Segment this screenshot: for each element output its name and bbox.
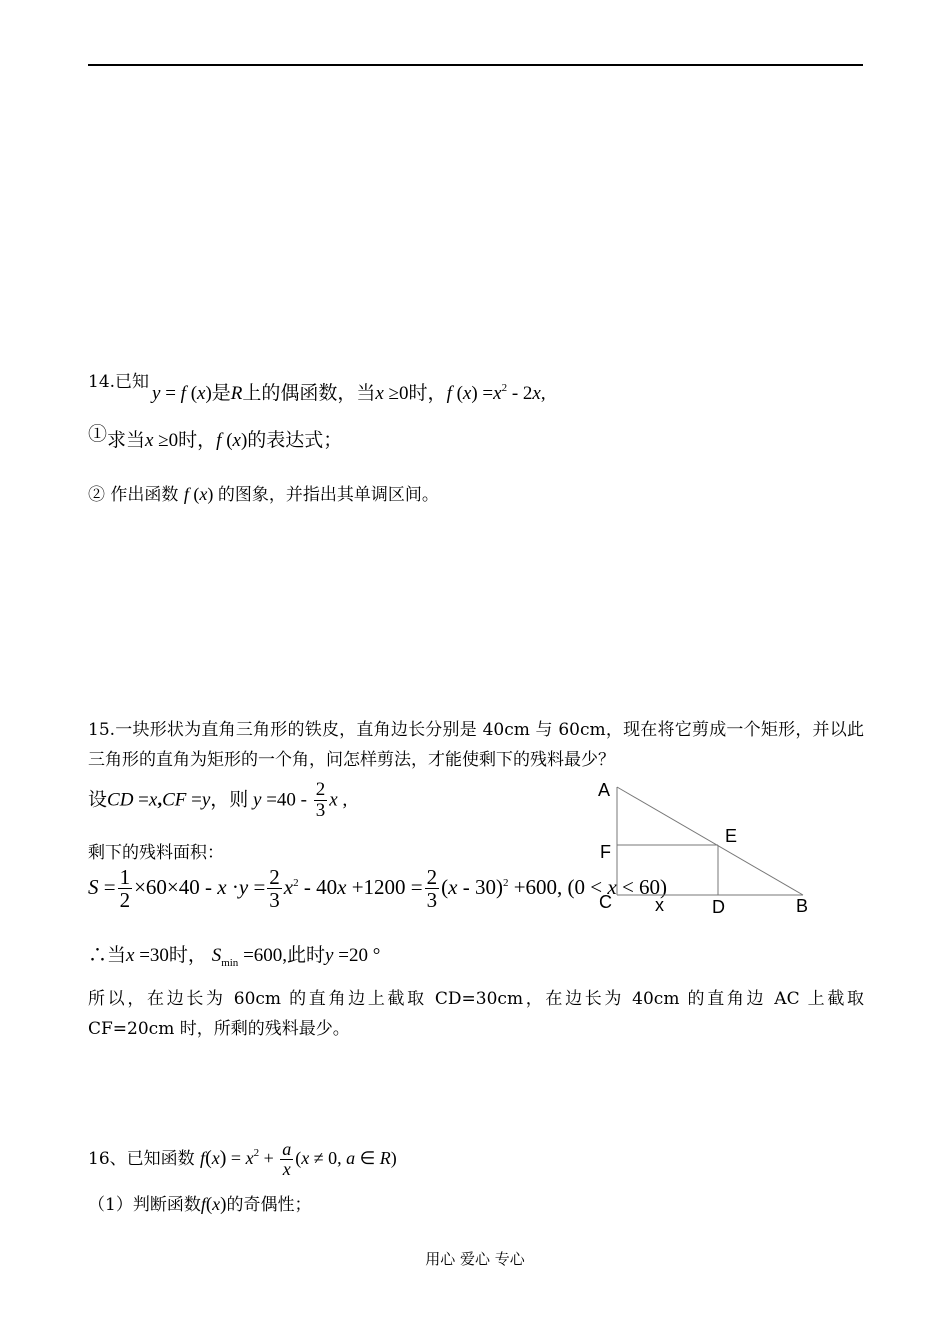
label-B: B (796, 896, 809, 916)
q15-area-formula: S = $\frac{1}{2}$ ×60×40 - x ·y = $\frac{2}{3}$ $x^2 - 40x +1200$ = $\frac{2}{3}$ (x - 30)$^2$ +600, (0 < x < 60) (88, 865, 668, 913)
q14-number: 14.已知 (88, 372, 150, 392)
q15-statement: 15.一块形状为直角三角形的铁皮，直角边长分别是 40cm 与 60cm，现在将它剪成一个矩形，并以此三角形的直角为矩形的一个角，问怎样剪法，才能使剩下的残料最少？ (88, 720, 864, 770)
q15-set-line: 设CD =x,CF =y，则 y =40 - $\frac{2}{3}$ x , (88, 779, 348, 821)
q15-conclusion: 所以，在边长为 60cm 的直角边上截取 CD=30cm，在边长为 40cm 的直角边 AC 上截取 CF=20cm 时，所剩的残料最少。 (88, 989, 864, 1039)
label-C: C (599, 892, 612, 912)
q16-part1: （1）判断函数f(x)的奇偶性； (88, 1194, 312, 1215)
label-A: A (598, 780, 611, 800)
q14-part1: ①求当x ≥0时，f (x)的表达式； (88, 423, 343, 451)
page-footer: 用心 爱心 专心 (425, 1250, 525, 1268)
q14-line1 (88, 367, 149, 392)
q14-formula-line: y = f (x)是R上的偶函数，当x ≥0时，f $(x) =x^2 - 2x$, (152, 382, 546, 404)
q16-line1: 16、已知函数 $f(x) = x^2$ + $\frac{a}{x}$ (x ≠ 0, a ∈ R) (88, 1139, 397, 1179)
q14-part2: ② 作出函数 f (x) 的图象，并指出其单调区间。 (88, 484, 439, 505)
triangle-diagram (590, 772, 850, 922)
header-rule (88, 64, 863, 66)
label-E: E (725, 826, 738, 846)
q14-part1-mark: ① (88, 423, 108, 445)
label-x: x (655, 895, 664, 915)
label-D: D (712, 897, 725, 917)
q15-area-label: 剩下的残料面积： (88, 843, 224, 863)
hypotenuse-AB (617, 787, 803, 895)
q15-therefore-line: ∴当x =30时， $S_{min} =600$,此时y =20 ° (88, 944, 381, 969)
label-F: F (600, 842, 611, 862)
